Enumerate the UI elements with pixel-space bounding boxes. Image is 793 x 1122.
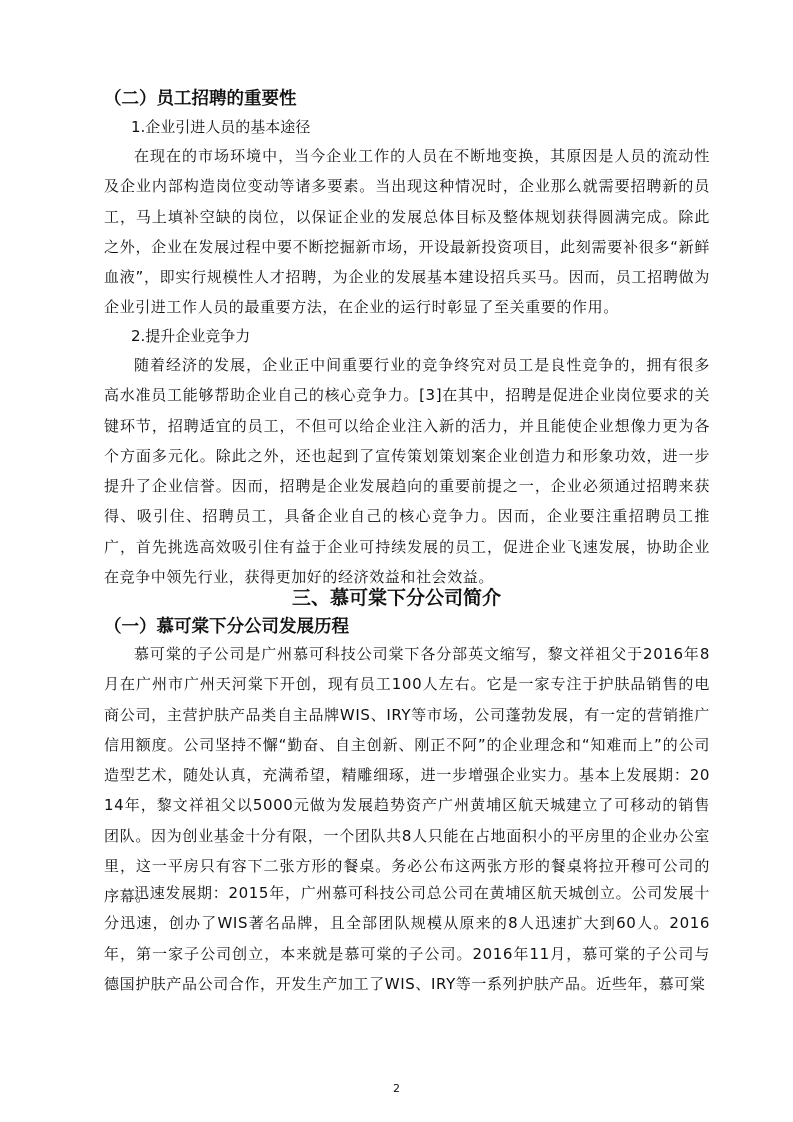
chapter-title-3: 三、慕可棠下分公司简介	[291, 587, 501, 609]
subsection-title-1: 1.企业引进人员的基本途径	[131, 118, 311, 136]
paragraph-competitiveness: 随着经济的发展，企业正中间重要行业的竞争终究对员工是良性竞争的，拥有很多高水准员工能够帮助企业自己的核心竞争力。[3]在其中，招聘是促进企业岗位要求的关键环节，招聘适宜的员工，不但可以给企业注入新的活力，并且能使企业想像力更为各个方面多元化。除此之外，还也起到了宣传策划策划案企业创造力和形象功效，进一步提升了企业信誉。因而，招聘是企业发展趋向的重要前提之一，企业必须通过招聘来获得、吸引住、招聘员工，具备企业自己的核心竞争力。因而，企业要注重招聘员工推广，首先挑选高效吸引住有益于企业可持续发展的员工，促进企业飞速发展，协助企业在竞争中领先行业，获得更加好的经济效益和社会效益。	[104, 356, 710, 587]
section-heading-3-1: （一）慕可棠下分公司发展历程	[104, 617, 349, 637]
paragraph-block-2	[104, 350, 710, 592]
section-heading-2-2: （二）员工招聘的重要性	[104, 89, 297, 109]
paragraph-company-history: 慕可棠的子公司是广州慕可科技公司棠下各分部英文缩写，黎文祥祖父于2016年8月在广州市广州天河棠下开创，现有员工100人左右。它是一家专注于护肤品销售的电商公司，主营护肤产品类自主品牌WIS、IRY等市场，公司蓬勃发展，有一定的营销推广信用额度。公司坚持不懈“勤奋、自主创新、刚正不阿”的企业理念和“知难而上”的公司造型艺术，随处认真，充满希望，精雕细琢，进一步增强企业实力。基本上发展期：2014年，黎文祥祖父以5000元做为发展趋势资产广州黄埔区航天城建立了可移动的销售团队。因为创业基金十分有限，一个团队共8人只能在占地面积小的平房里的企业办公室里，这一平房只有容下二张方形的餐桌。务必公布这两张方形的餐桌将拉开穆可公司的序幕。	[104, 645, 710, 906]
paragraph-block-3	[104, 639, 710, 912]
paragraph-block-1	[104, 141, 710, 323]
subsection-title-2: 2.提升企业竞争力	[131, 327, 251, 345]
paragraph-block-4	[104, 878, 710, 999]
page-number: 2	[393, 1082, 400, 1095]
paragraph-rapid-development: 迅速发展期：2015年，广州慕可科技公司总公司在黄埔区航天城创立。公司发展十分迅速，创办了WIS著名品牌，且全部团队规模从原来的8人迅速扩大到60人。2016年，第一家子公司创立，本来就是慕可棠的子公司。2016年11月，慕可棠的子公司与德国护肤产品公司合作，开发生产加工了WIS、IRY等一系列护肤产品。近些年，慕可棠	[104, 884, 710, 993]
paragraph-recruitment-channel: 在现在的市场环境中，当今企业工作的人员在不断地变换，其原因是人员的流动性及企业内部构造岗位变动等诸多要素。当出现这种情况时，企业那么就需要招聘新的员工，马上填补空缺的岗位，以保证企业的发展总体目标及整体规划获得圆满完成。除此之外，企业在发展过程中要不断挖掘新市场，开设最新投资项目，此刻需要补很多“新鲜血液”，即实行规模性人才招聘，为企业的发展基本建设招兵买马。因而，员工招聘做为企业引进工作人员的最重要方法，在企业的运行时彰显了至关重要的作用。	[104, 147, 710, 317]
